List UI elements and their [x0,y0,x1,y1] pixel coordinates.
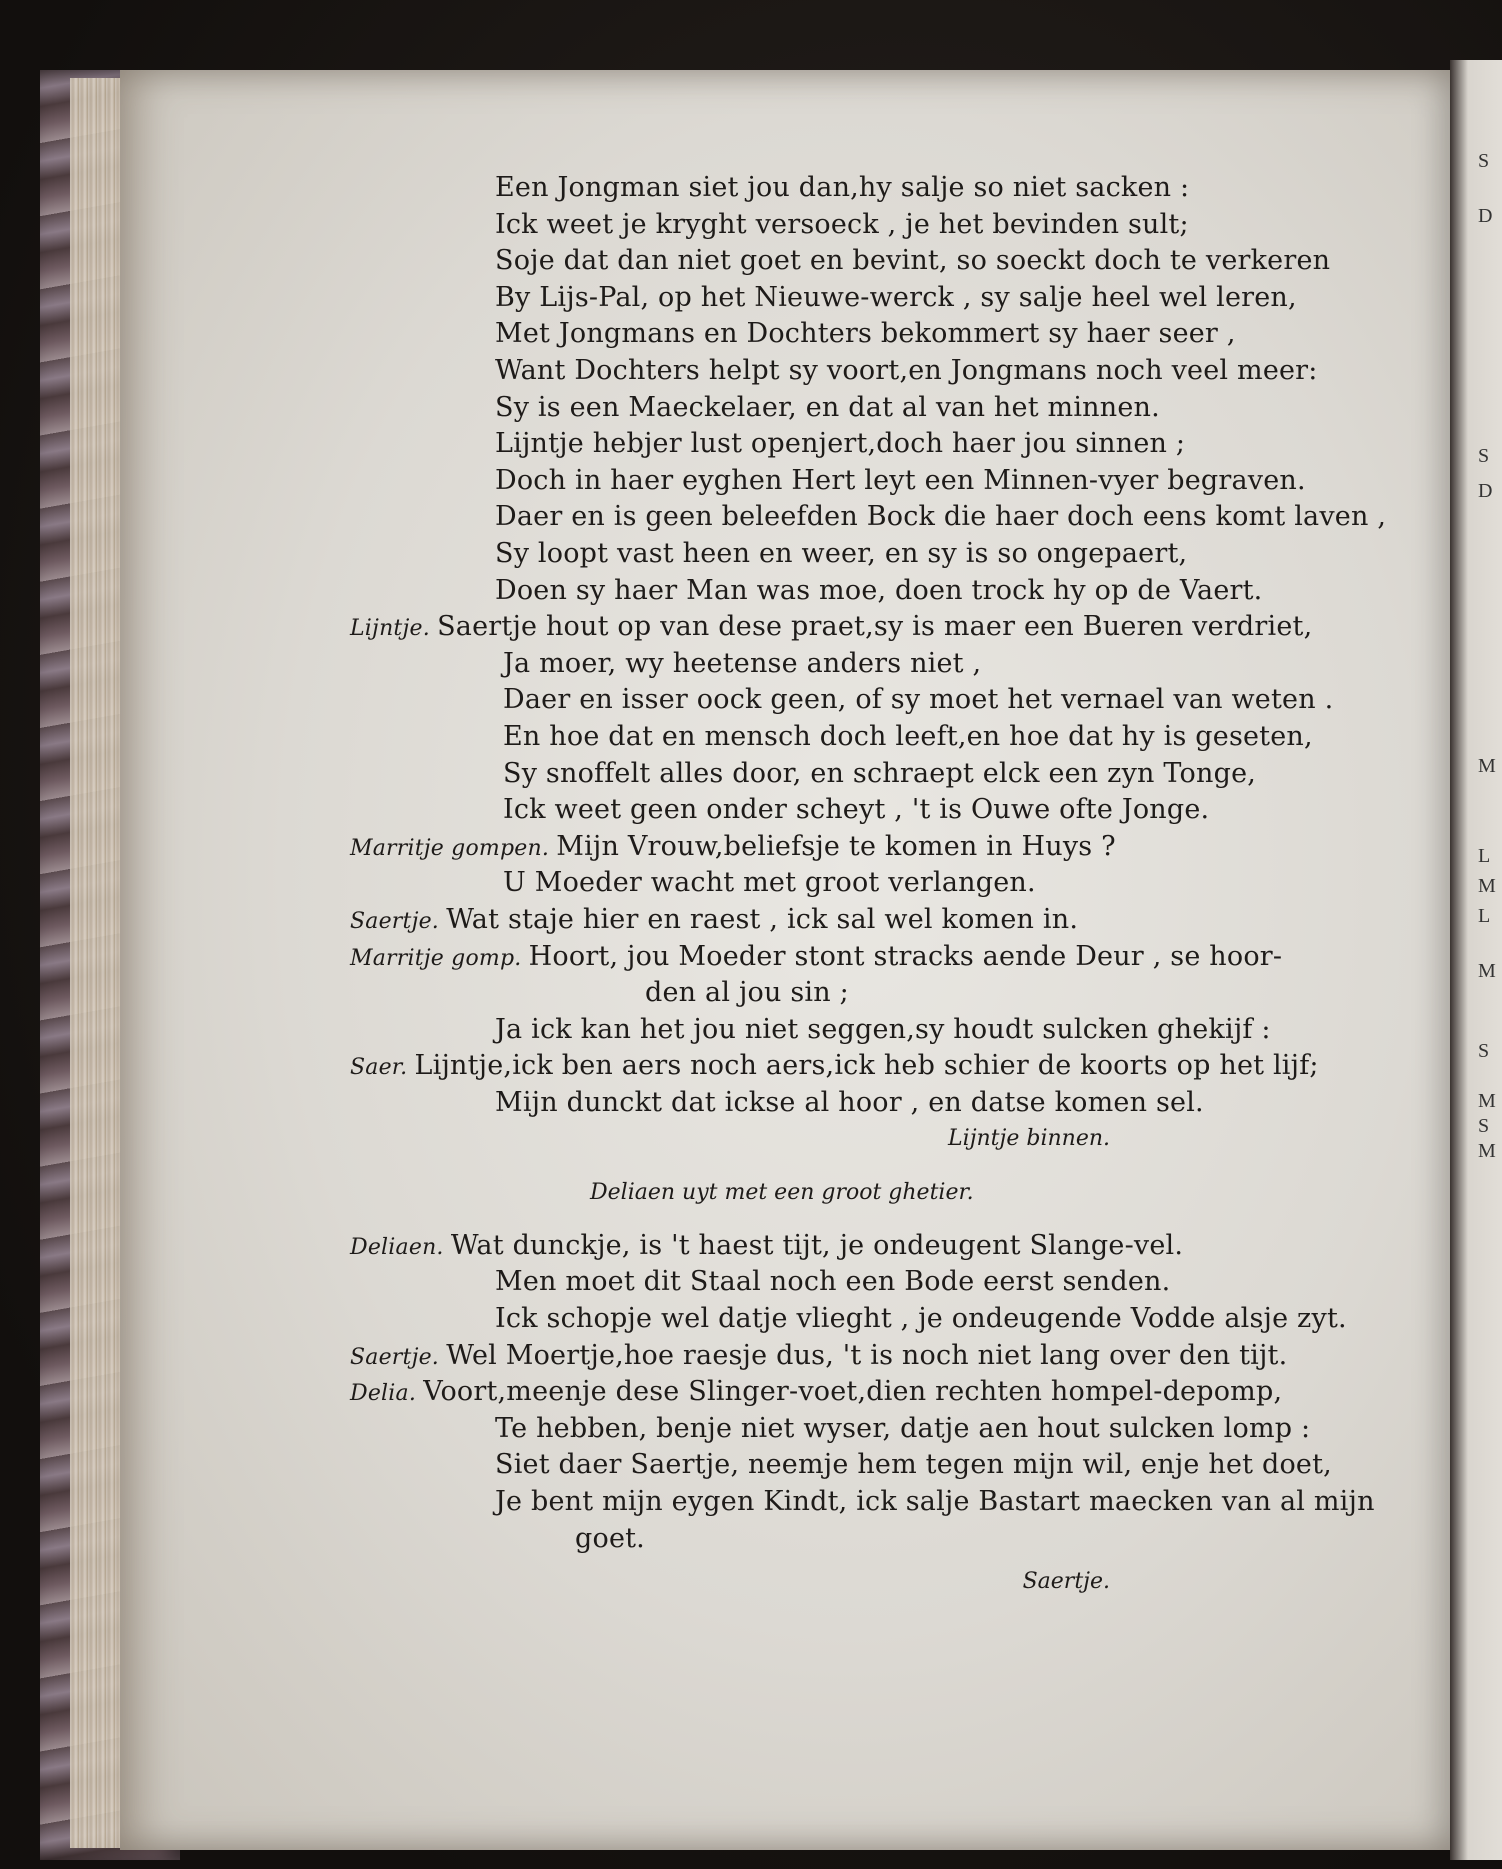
verse-line [350,1048,1319,1086]
verse-text: By Lijs-Pal, op het Nieuwe-werck , sy salje heel wel leren, [495,281,1297,313]
verse-line [350,609,1312,647]
verse-text: Lijntje hebjer lust openjert,doch haer jou sinnen ; [495,428,1186,460]
verse-text: Wat staje hier en raest , ick sal wel komen in. [446,904,1079,935]
verse-line [495,1264,1170,1300]
verse-line [350,1374,1282,1412]
speaker-label: Saertje. [350,909,447,934]
facing-page-letter: S [1478,1040,1490,1062]
verse-text: Sy snoffelt alles door, en schraept elck een zyn Tonge, [503,757,1257,789]
verse-text: Sy loopt vast heen en weer, en sy is so ongepaert, [495,538,1188,569]
verse-text: Voort,meenje dese Slinger-voet,dien rechten hompel-depomp, [423,1376,1283,1408]
verse-text: U Moeder wacht met groot verlangen. [503,867,1036,899]
speaker-label: Saer. [350,1055,415,1081]
verse-text: Soje dat dan niet goet en bevint, so soeckt doch te verkeren [495,245,1331,277]
verse-text: Ja ick kan het jou niet seggen,sy houdt sulcken ghekijf : [495,1013,1271,1045]
speaker-label: Marritje gompen. [350,835,557,861]
facing-page-letter: S [1478,1115,1490,1137]
verse-text: Met Jongmans en Dochters bekommert sy haer seer , [495,318,1236,350]
verse-text: Men moet dit Staal noch een Bode eerst senden. [495,1266,1171,1298]
verse-line [495,1411,1310,1447]
verse-line [350,1338,1287,1376]
facing-page-letter: M [1478,755,1496,777]
verse-line [495,1012,1271,1048]
verse-line [495,316,1236,352]
book-page [120,70,1450,1850]
verse-text: Ick weet geen onder scheyt , 't is Ouwe ofte Jonge. [503,794,1210,826]
verse-text: Want Dochters helpt sy voort,en Jongmans noch veel meer: [495,355,1318,386]
facing-page-letter: M [1478,1140,1496,1162]
verse-line [495,573,1262,609]
verse-text: Daer en is geen beleefden Bock die haer doch eens komt laven , [495,501,1387,533]
verse-line [495,1484,1375,1520]
speaker-label: Delia. [350,1381,424,1407]
stage-direction: Deliaen uyt met een groot ghetier. [590,1180,974,1206]
verse-text: Sy is een Maeckelaer, en dat al van het minnen. [495,391,1160,423]
verse-line [495,280,1297,316]
verse-line [495,463,1306,499]
verse-line [503,682,1333,718]
verse-line [350,829,1116,867]
verse-text: Mijn Vrouw,beliefsje te komen in Huys ? [556,830,1116,862]
speaker-label: Saertje. [350,1344,447,1370]
verse-line [495,353,1318,389]
verse-text: Hoort, jou Moeder stont stracks aende Deur , se hoor- [528,940,1283,972]
verse-text: den al jou sin ; [645,977,849,1009]
verse-line [495,536,1187,572]
verse-text: Wel Moertje,hoe raesje dus, 't is noch niet lang over den tijt. [446,1339,1288,1371]
verse-line [503,756,1256,792]
verse-line [503,719,1313,755]
verse-line [495,1301,1347,1337]
verse-text: Wat dunckje, is 't haest tijt, je ondeugent Slange-vel. [450,1229,1184,1261]
verse-line [495,499,1386,535]
verse-text: Ick schopje wel datje vlieght , je ondeugende Vodde alsje zyt. [495,1302,1347,1334]
facing-page-letter: M [1478,1090,1496,1112]
verse-line [350,939,1282,977]
verse-line [495,426,1185,462]
verse-line [503,646,981,682]
verse-text: Je bent mijn eygen Kindt, ick salje Bastart maecken van al mijn [495,1485,1375,1517]
verse-text: Ja moer, wy heetense anders niet , [503,647,982,679]
facing-page-letter: M [1478,960,1496,982]
facing-page-letter: D [1478,480,1493,502]
verse-text: Saertje hout op van dese praet,sy is maer een Bueren verdriet, [437,611,1313,643]
facing-page-letter: S [1478,445,1490,467]
facing-page-letter: L [1478,905,1491,927]
facing-page-letter: S [1478,150,1490,172]
verse-line [495,1447,1332,1483]
verse-line [495,207,1189,243]
verse-text: Doen sy haer Man was moe, doen trock hy op de Vaert. [495,574,1263,606]
verse-line [575,1521,645,1557]
verse-text: En hoe dat en mensch doch leeft,en hoe dat hy is geseten, [503,721,1313,752]
speaker-label: Marritje gomp. [350,945,529,971]
speaker-label: Deliaen. [350,1234,451,1260]
verse-line [503,792,1209,828]
verse-text: Mijn dunckt dat ickse al hoor , en datse komen sel. [495,1087,1204,1118]
verse-text: Lijntje,ick ben aers noch aers,ick heb schier de koorts op het lijf; [414,1050,1319,1082]
speaker-label: Lijntje. [350,616,438,642]
verse-line [495,243,1330,279]
facing-page-letter: M [1478,875,1496,897]
verse-line [503,865,1036,901]
facing-page-letter: D [1478,205,1493,227]
verse-text: Ick weet je kryght versoeck , je het bevinden sult; [495,208,1189,240]
verse-text: Siet daer Saertje, neemje hem tegen mijn wil, enje het doet, [495,1449,1332,1481]
verse-line [495,390,1160,426]
verse-line [495,170,1189,206]
facing-page-letter: L [1478,845,1491,867]
verse-line [350,902,1078,940]
verse-line [495,1085,1204,1121]
verse-line [350,1228,1183,1266]
stage-exit: Lijntje binnen. [948,1125,1110,1151]
catchword: Saertje. [1022,1569,1110,1595]
verse-line [645,975,849,1011]
verse-text: Daer en isser oock geen, of sy moet het vernael van weten . [503,684,1334,716]
verse-text: goet. [575,1522,645,1554]
verse-text: Te hebben, benje niet wyser, datje aen hout sulcken lomp : [495,1412,1311,1444]
verse-text: Doch in haer eyghen Hert leyt een Minnen-vyer begraven. [495,464,1306,496]
verse-text: Een Jongman siet jou dan,hy salje so niet sacken : [495,172,1190,203]
